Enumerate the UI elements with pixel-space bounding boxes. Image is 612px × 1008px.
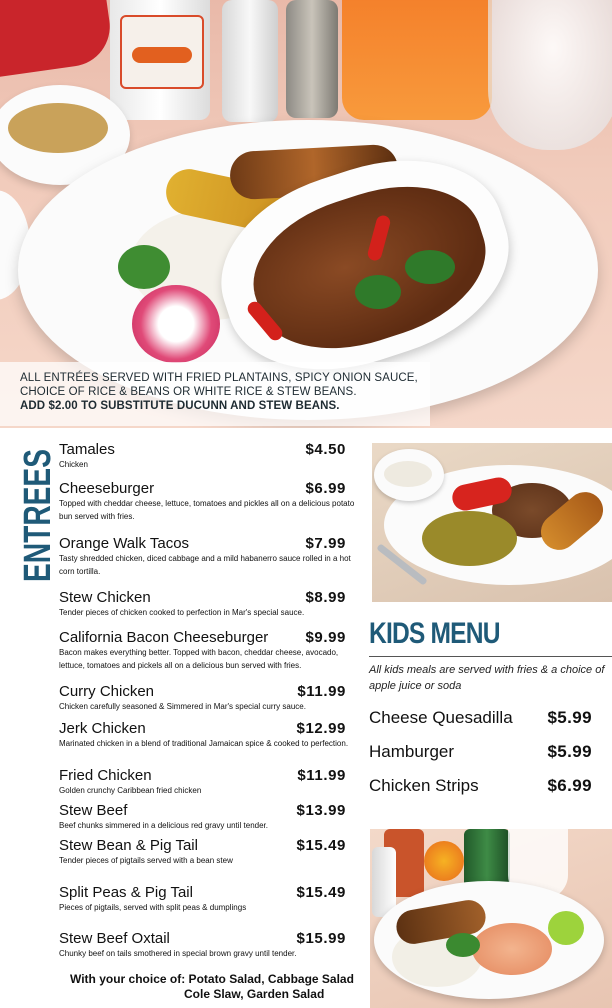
- orange-juice-glass: [342, 0, 492, 120]
- entree-description: Tasty shredded chicken, diced cabbage and a mild habanerro sauce rolled in a hot corn tortilla.: [59, 554, 351, 576]
- entree-name: Split Peas & Pig Tail: [59, 884, 193, 901]
- entree-name: Jerk Chicken: [59, 720, 146, 737]
- entree-description: Tender pieces of chicken cooked to perfection in Mar's special sauce.: [59, 608, 305, 617]
- entree-price: $15.49: [296, 837, 346, 854]
- entree-name: Tamales: [59, 441, 115, 458]
- entree-description: Chicken: [59, 460, 88, 469]
- kids-menu-divider: [369, 656, 612, 657]
- entrees-heading: [14, 447, 58, 582]
- entree-description: Chunky beef on tails smothered in special brown gravy until tender.: [59, 949, 297, 958]
- entree-price: $15.49: [296, 884, 346, 901]
- entree-price: $7.99: [305, 535, 346, 552]
- hero-food-photo: [0, 0, 612, 428]
- entrees-heading-graphic: [14, 447, 58, 582]
- entree-price: $4.50: [305, 441, 346, 458]
- parsley-garnish: [405, 250, 455, 284]
- entree-name: Curry Chicken: [59, 683, 155, 700]
- side-choice-line-1: With your choice of: Potato Salad, Cabbage Salad: [70, 972, 354, 986]
- entree-description: Beef chunks simmered in a delicious red gravy until tender.: [59, 821, 268, 830]
- entree-description: Chicken carefully seasoned & Simmered in Mar's special curry sauce.: [59, 702, 306, 711]
- entree-name: Stew Bean & Pig Tail: [59, 837, 198, 854]
- entree-name: Cheeseburger: [59, 480, 155, 497]
- entree-price: $12.99: [296, 720, 346, 737]
- notice-line-1: ALL ENTRÉES SERVED WITH FRIED PLANTAINS, SPICY ONION SAUCE,: [20, 372, 418, 384]
- entree-description: Bacon makes everything better. Topped with bacon, cheddar cheese, avocado, lettuce, tomatoes and pickels all on a delicious bun served with fries.: [59, 648, 339, 670]
- curry-plate-photo: [372, 443, 612, 602]
- kids-menu-item: [369, 707, 594, 729]
- entree-notice-banner: [0, 362, 430, 426]
- entree-name: Fried Chicken: [59, 767, 152, 784]
- side-choice-line-2: Cole Slaw, Garden Salad: [184, 987, 325, 1001]
- radish-garnish: [132, 285, 220, 363]
- water-glass: [488, 0, 612, 150]
- parsley-garnish: [355, 275, 401, 309]
- entree-price: $15.99: [296, 930, 346, 947]
- kids-item-price: $5.99: [547, 742, 592, 761]
- kids-menu-item: [369, 741, 594, 763]
- entree-price: $8.99: [305, 589, 346, 606]
- pepper-shaker: [286, 0, 338, 118]
- kids-item-price: $6.99: [547, 776, 592, 795]
- kids-item-name: Chicken Strips: [369, 776, 479, 795]
- red-object: [0, 0, 115, 79]
- kids-menu-note: All kids meals are served with fries & a choice of apple juice or soda: [369, 664, 605, 692]
- kids-item-price: $5.99: [547, 708, 592, 727]
- entree-name: California Bacon Cheeseburger: [59, 629, 269, 646]
- kids-item-name: Cheese Quesadilla: [369, 708, 513, 727]
- side-choice-note: [70, 972, 360, 1002]
- shrimp-plate-photo: [370, 829, 612, 1008]
- notice-line-3: ADD $2.00 TO SUBSTITUTE DUCUNN AND STEW BEANS.: [20, 400, 340, 412]
- entree-price: $11.99: [297, 767, 346, 784]
- kids-menu-item: [369, 775, 594, 797]
- entree-price: $11.99: [297, 683, 346, 700]
- entree-description: Golden crunchy Caribbean fried chicken: [59, 786, 202, 795]
- kids-menu-title: KIDS MENU: [369, 617, 500, 650]
- entree-name: Stew Beef Oxtail: [59, 930, 170, 947]
- entree-name: Stew Beef: [59, 802, 128, 819]
- entree-description: Pieces of pigtails, served with split peas & dumplings: [59, 903, 247, 912]
- notice-line-2: CHOICE OF RICE & BEANS OR WHITE RICE & STEW BEANS.: [20, 386, 357, 398]
- lettuce-garnish: [118, 245, 170, 289]
- entree-name: Stew Chicken: [59, 589, 151, 606]
- entree-price: $13.99: [296, 802, 346, 819]
- entree-name: Orange Walk Tacos: [59, 535, 190, 552]
- entree-price: $6.99: [305, 480, 346, 497]
- salt-shaker: [222, 0, 278, 122]
- entree-price: $9.99: [305, 629, 346, 646]
- entrees-heading-text: ENTREES: [17, 447, 58, 582]
- entree-description: Topped with cheddar cheese, lettuce, tomatoes and pickles all on a delicious potato bun served with fries.: [59, 499, 355, 521]
- hot-sauce-bottle: [110, 0, 210, 120]
- kids-item-name: Hamburger: [369, 742, 455, 761]
- entree-description: Tender pieces of pigtails served with a bean stew: [59, 856, 233, 865]
- entree-description: Marinated chicken in a blend of traditional Jamaican spice & cooked to perfection.: [59, 739, 349, 748]
